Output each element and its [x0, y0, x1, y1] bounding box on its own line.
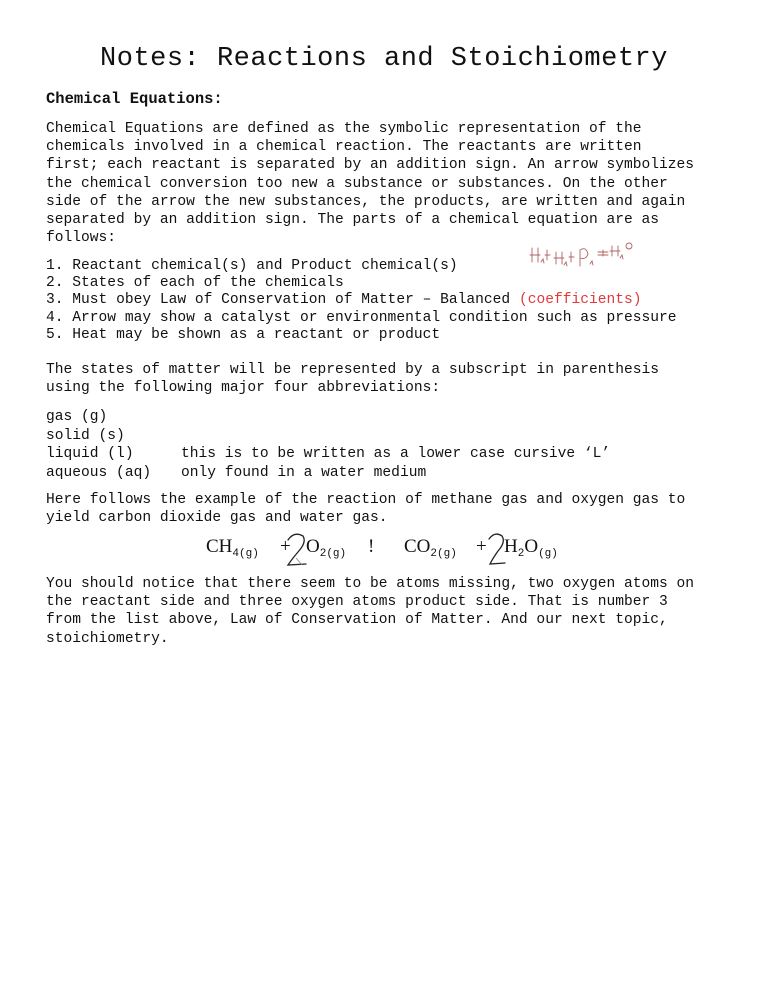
plus-sign: + — [476, 536, 487, 557]
page-title: Notes: Reactions and Stoichiometry — [100, 44, 668, 74]
state-row: solid (s) — [46, 427, 125, 444]
section-heading: Chemical Equations: — [46, 90, 223, 108]
states-intro-paragraph: The states of matter will be represented by a subscript in parenthesis using the following major four abbreviations: — [46, 362, 660, 397]
product-water: $H_2O_{(g)}$ — [504, 536, 558, 560]
state-row: liquid (l) this is to be written as a lower case cursive ‘L’ — [46, 446, 611, 463]
conclusion-paragraph: You should notice that there seem to be atoms missing, two oxygen atoms on the reactant side and three oxygen atoms product side. That is number 3 from the list above, Law of Conservation of Matter. And our next topic, stoichiometry. — [46, 576, 695, 647]
equation-parts-list — [46, 258, 677, 344]
product-carbon-dioxide: $CO_{2(g)}$ — [404, 536, 457, 560]
state-row: aqueous (aq) only found in a water medium — [46, 464, 427, 481]
state-row: gas (g) — [46, 409, 108, 425]
list-item: 4. Arrow may show a catalyst or environmental condition such as pressure — [46, 309, 677, 326]
plus-sign: + — [280, 536, 291, 557]
list-item: 3. Must obey Law of Conservation of Matter – Balanced (coefficients) — [46, 292, 642, 309]
list-item: 5. Heat may be shown as a reactant or product — [46, 326, 441, 343]
reactant-methane: $CH_{4(g)}$ — [206, 536, 259, 560]
reactant-oxygen: $O_{2(g)}$ — [306, 536, 347, 560]
intro-paragraph: Chemical Equations are defined as the symbolic representation of the chemicals involved in a chemical reaction. The reactants are written first; each reactant is separated by an addition sign. An arrow symbolizes the chemical conversion too new a substance or substances. On the other side of the arrow the new substances, the products, are written and again separated by an addition sign. The parts of a chemical equation are as follows: — [46, 121, 695, 247]
states-of-matter-list — [46, 408, 610, 482]
example-intro-paragraph: Here follows the example of the reaction of methane gas and oxygen gas to yield carbon dioxide gas and water gas. — [46, 492, 686, 527]
coefficients-highlight: (coefficients) — [518, 292, 642, 309]
list-item: 2. States of each of the chemicals — [46, 275, 344, 292]
list-item: 1. Reactant chemical(s) and Product chemical(s) — [46, 258, 458, 274]
handwritten-coefficient-2 — [486, 532, 508, 568]
handwritten-coefficient-2 — [284, 532, 310, 568]
reaction-arrow: ! — [368, 536, 375, 557]
